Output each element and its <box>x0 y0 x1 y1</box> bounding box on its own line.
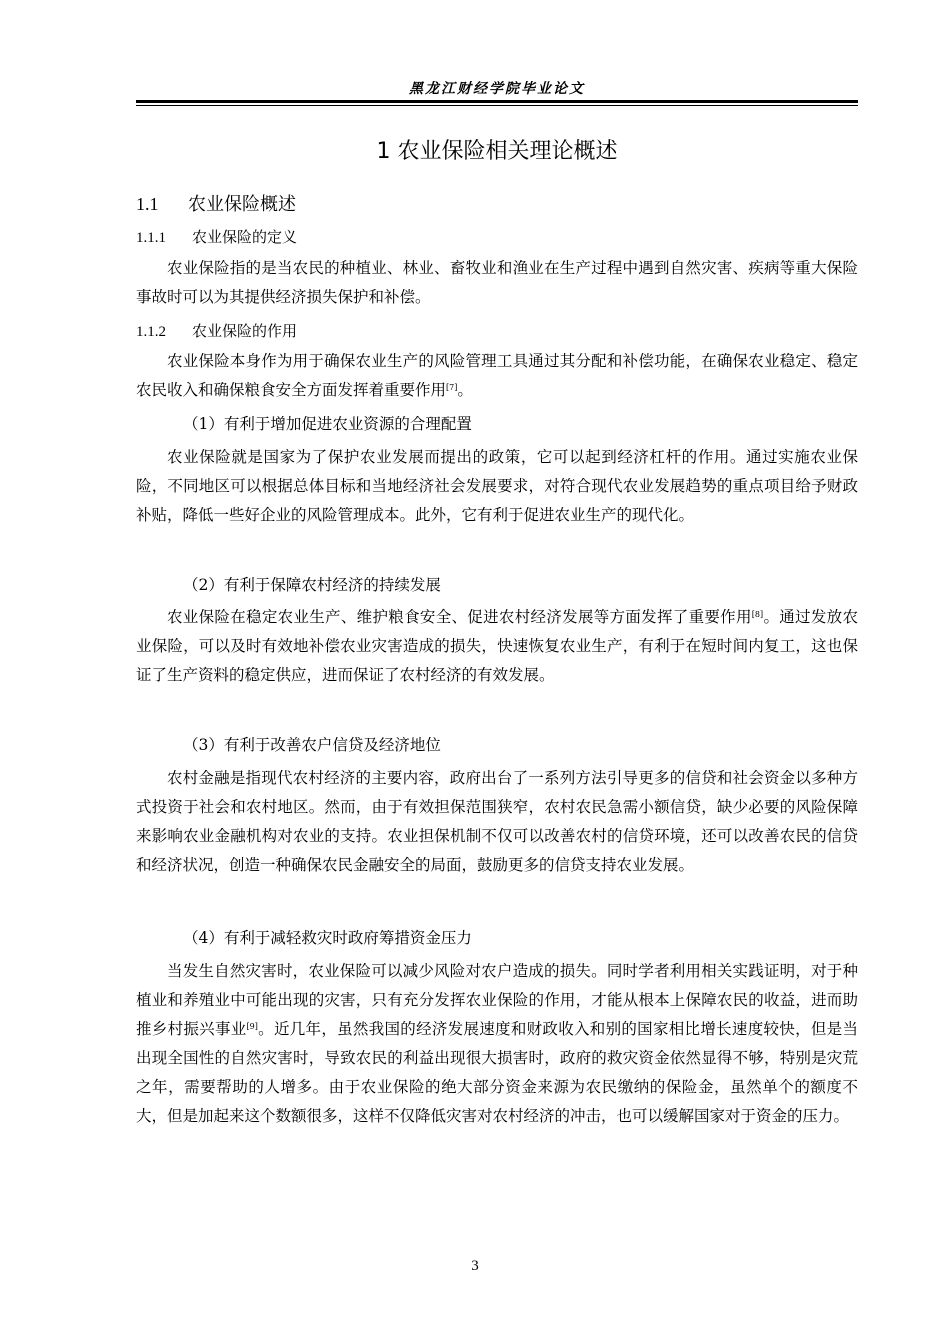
section-title: 农业保险概述 <box>188 194 296 215</box>
subsection-heading-2 <box>136 320 297 341</box>
subsection-title: 农业保险的定义 <box>192 228 298 246</box>
paragraph-text: 当发生自然灾害时，农业保险可以减少风险对农户造成的损失。同时学者利用相关实践证明，对于种植业和养殖业中可能出现的灾害，只有充分发挥农业保险的作用，才能从根本上保障农民的收益，进而助推乡村振兴事业 <box>136 962 858 1038</box>
paragraph-text-end: 。通过发放农业保险，可以及时有效地补偿农业灾害造成的损失，快速恢复农业生产，有利于在短时间内复工，这也保证了生产资料的稳定供应，进而保证了农村经济的有效发展。 <box>136 608 858 684</box>
header-rule-thick <box>136 100 858 103</box>
subsection-number: 1.1.1 <box>136 230 166 246</box>
paragraph-item-4 <box>136 957 858 1131</box>
paragraph-role-intro <box>136 347 858 405</box>
citation-ref: [9] <box>246 1022 258 1031</box>
paragraph-definition: 农业保险指的是当农民的种植业、林业、畜牧业和渔业在生产过程中遇到自然灾害、疾病等重大保险事故时可以为其提供经济损失保护和补偿。 <box>136 259 858 306</box>
list-item-1: （1）有利于增加促进农业资源的合理配置 <box>183 415 472 433</box>
citation-ref: [7] <box>446 383 458 392</box>
subsection-heading-1 <box>136 226 297 247</box>
paragraph-item-1: 农业保险就是国家为了保护农业发展而提出的政策，它可以起到经济杠杆的作用。通过实施农业保险，不同地区可以根据总体目标和当地经济社会发展要求，对符合现代农业发展趋势的重点项目给予财政补贴，降低一些好企业的风险管理成本。此外，它有利于促进农业生产的现代化。 <box>136 448 858 524</box>
list-item-3: （3）有利于改善农户信贷及经济地位 <box>183 736 441 754</box>
section-number: 1.1 <box>136 194 159 214</box>
paragraph-text: 农业保险在稳定农业生产、维护粮食安全、促进农村经济发展等方面发挥了重要作用 <box>167 608 752 626</box>
subsection-title: 农业保险的作用 <box>192 322 298 340</box>
page-number: 3 <box>471 1258 479 1274</box>
running-header: 黑龙江财经学院毕业论文 <box>409 81 585 97</box>
subsection-number: 1.1.2 <box>136 324 166 340</box>
paragraph-item-3: 农村金融是指现代农村经济的主要内容，政府出台了一系列方法引导更多的信贷和社会资金以多种方式投资于社会和农村地区。然而，由于有效担保范围狭窄，农村农民急需小额信贷，缺少必要的风险保障来影响农业金融机构对农业的支持。农业担保机制不仅可以改善农村的信贷环境，还可以改善农民的信贷和经济状况，创造一种确保农民金融安全的局面，鼓励更多的信贷支持农业发展。 <box>136 769 858 874</box>
chapter-title: 1 农业保险相关理论概述 <box>376 139 618 164</box>
header-rule-thin <box>136 105 858 106</box>
paragraph-text-end: 。 <box>457 381 473 399</box>
paragraph-text-end: 。近几年，虽然我国的经济发展速度和财政收入和别的国家相比增长速度较快，但是当出现全国性的自然灾害时，导致农民的利益出现很大损害时，政府的救灾资金依然显得不够，特别是灾荒之年，需要帮助的人增多。由于农业保险的绝大部分资金来源为农民缴纳的保险金，虽然单个的额度不大，但是加起来这个数额很多，这样不仅降低灾害对农村经济的冲击，也可以缓解国家对于资金的压力。 <box>136 1020 858 1125</box>
citation-ref: [8] <box>751 610 764 619</box>
list-item-4: （4）有利于减轻救灾时政府筹措资金压力 <box>183 929 472 947</box>
paragraph-text: 农业保险本身作为用于确保农业生产的风险管理工具通过其分配和补偿功能，在确保农业稳定、稳定农民收入和确保粮食安全方面发挥着重要作用 <box>136 352 858 399</box>
section-heading <box>136 190 296 216</box>
list-item-2: （2）有利于保障农村经济的持续发展 <box>183 576 441 594</box>
paragraph-item-2 <box>136 603 858 690</box>
